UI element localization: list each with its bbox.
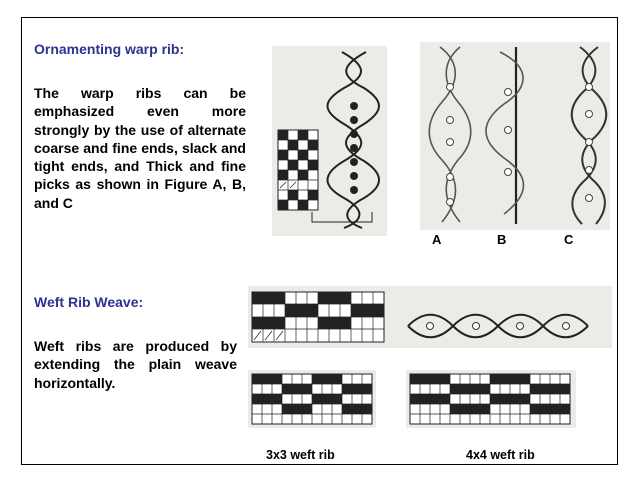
weft-rib-description: Weft ribs are produced by extending the plain weave horizontally. xyxy=(34,338,237,391)
weft-rib-3x3-diagram xyxy=(248,370,376,428)
warp-rib-diagram xyxy=(272,46,387,236)
caption-3x3-weft-rib: 3x3 weft rib xyxy=(266,448,335,462)
warp-rib-variants-diagram xyxy=(420,42,610,230)
figure-label-a: A xyxy=(432,232,442,247)
warp-rib-description: The warp ribs can be emphasized even more strongly by the use of alternate coarse and fine ends, slack and tight ends, and Thick and fine picks as shown in Figure A, B, and C xyxy=(34,85,246,211)
weft-rib-diagram xyxy=(248,286,612,348)
weft-rib-4x4-diagram xyxy=(406,370,576,428)
weft-rib-heading: Weft Rib Weave: xyxy=(34,294,144,310)
warp-rib-heading: Ornamenting warp rib: xyxy=(34,41,185,57)
figure-label-b: B xyxy=(497,232,507,247)
figure-label-c: C xyxy=(564,232,574,247)
caption-4x4-weft-rib: 4x4 weft rib xyxy=(466,448,535,462)
